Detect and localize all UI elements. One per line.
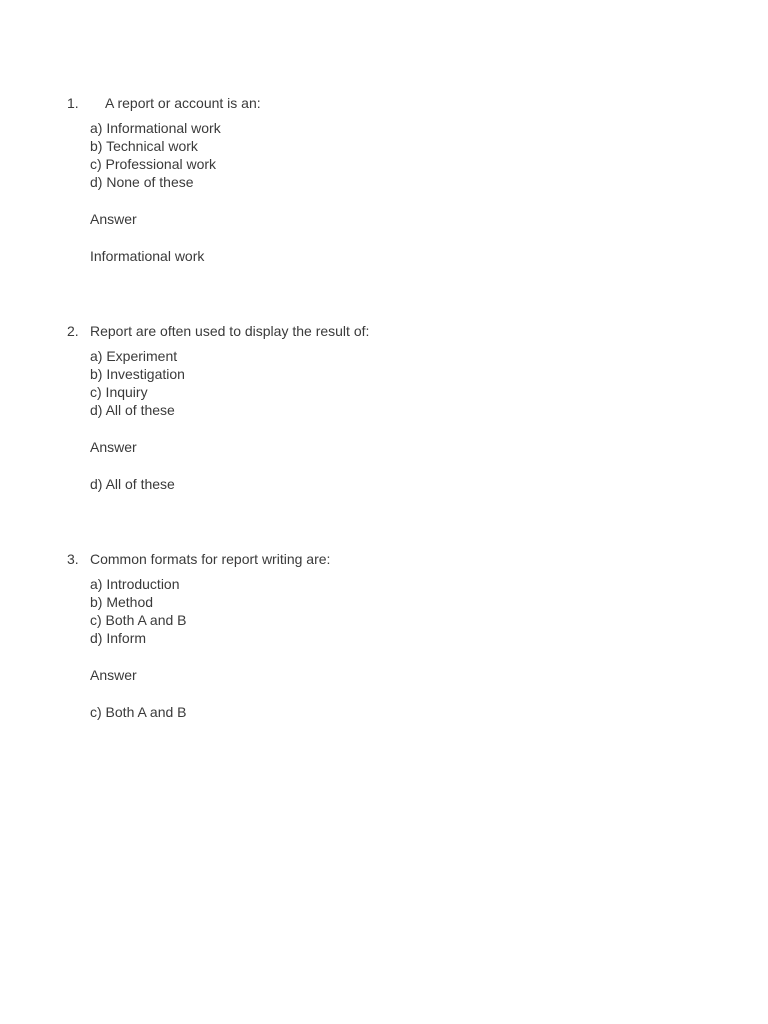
question-number: 1. (67, 95, 79, 111)
answer-value: Informational work (90, 248, 205, 264)
answer-value: c) Both A and B (90, 704, 187, 720)
answer-label: Answer (90, 439, 137, 455)
option-item: b) Method (90, 594, 154, 610)
option-item: a) Informational work (90, 120, 221, 136)
option-item: c) Both A and B (90, 612, 187, 628)
option-item: c) Professional work (90, 156, 217, 172)
option-item: b) Investigation (90, 366, 185, 382)
question-text: Report are often used to display the result of: (90, 323, 370, 339)
option-item: c) Inquiry (90, 384, 148, 400)
answer-label: Answer (90, 211, 137, 227)
option-item: b) Technical work (90, 138, 198, 154)
option-item: d) Inform (90, 630, 147, 646)
question-text: Common formats for report writing are: (90, 551, 331, 567)
answer-label: Answer (90, 667, 137, 683)
options-list (90, 575, 187, 647)
question-number: 3. (67, 551, 79, 567)
option-item: a) Introduction (90, 576, 180, 592)
question-number: 2. (67, 323, 79, 339)
option-item: a) Experiment (90, 348, 178, 364)
question-text: A report or account is an: (105, 95, 261, 111)
options-list (90, 119, 221, 191)
answer-value: d) All of these (90, 476, 175, 492)
option-item: d) All of these (90, 402, 175, 418)
option-item: d) None of these (90, 174, 194, 190)
options-list (90, 347, 185, 419)
